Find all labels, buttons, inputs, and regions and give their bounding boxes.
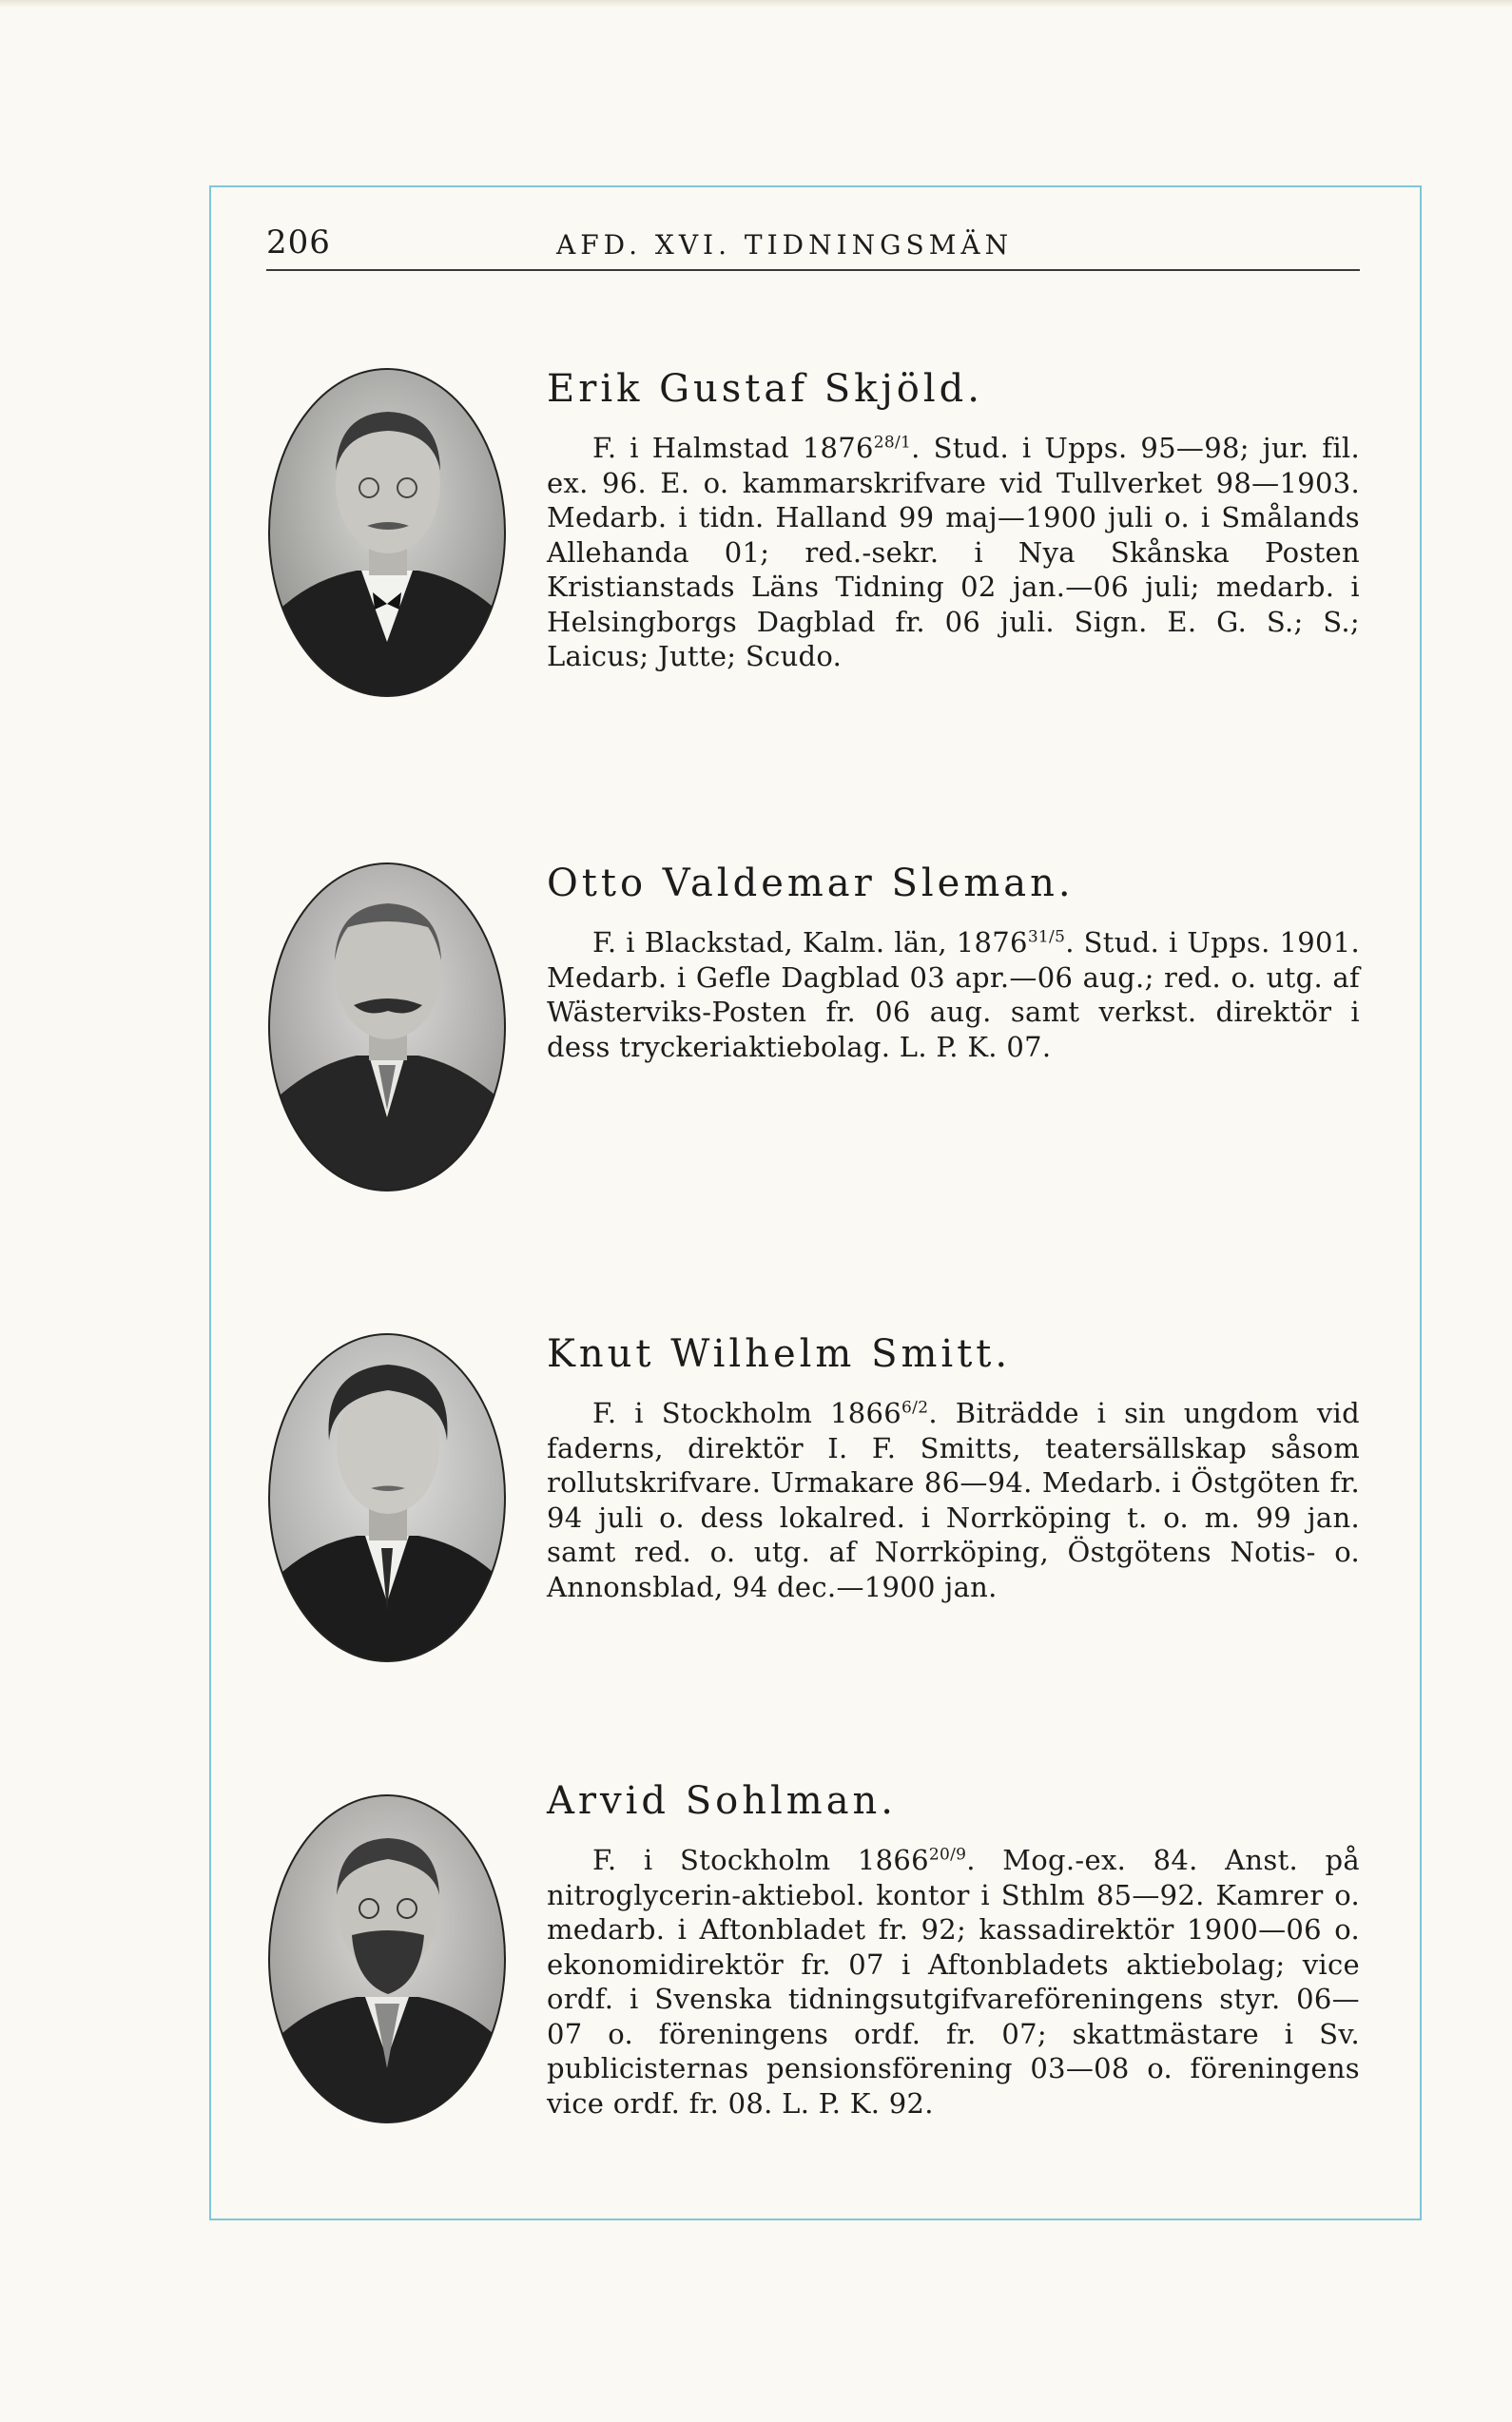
birth-date: 6/2 [901,1398,929,1418]
entry-name: Otto Valdemar Sleman. [547,862,1075,905]
birth-date: 31/5 [1027,927,1066,947]
entry-bio: F. i Stockholm $1866^{6/2}$. Biträdde i sin ungdom vid faderns, direktör I. F. Smitts, teatersällskap såsom rollutskrifvare. Urmakare 86—94. Medarb. i Östgöten fr. 94 juli o. dess lokalred. i Norrköping t. o. m. 99 jan. samt red. o. utg. af Norrköping, Östgötens Notis- o. Annonsblad, 94 dec.—1900 jan. [547,1397,1360,1603]
entry-name: Knut Wilhelm Smitt. [547,1332,1012,1376]
entry-bio: F. i Halmstad $1876^{28/1}$. Stud. i Upps. 95—98; jur. fil. ex. 96. E. o. kammarskrifvare vid Tullverket 98—1903. Medarb. i tidn. Halland 99 maj—1900 juli o. i Smålands Allehanda 01; red.-sekr. i Nya Skånska Posten Kristianstads Läns Tidning 02 jan.—06 juli; medarb. i Helsingborgs Dagblad fr. 06 juli. Sign. E. G. S.; S.; Laicus; Jutte; Scudo. [547,432,1360,672]
header-rule [266,269,1360,271]
portrait-photo [266,1331,509,1664]
page-header [266,223,1360,271]
running-head: AFD. XVI. TIDNINGSMÄN [556,229,1014,261]
entry-text [547,366,1360,674]
page-edge [0,0,1512,8]
entry-bio: F. i Stockholm $1866^{20/9}$. Mog.-ex. 84. Anst. på nitroglycerin-aktiebol. kontor i Sthlm 85—92. Kamrer o. medarb. i Aftonbladet fr. 92; kassadirektör 1900—06 o. ekonomidirektör fr. 07 i Aftonbladets aktiebolag; vice ordf. i Svenska tidningsutgifvareföreningens styr. 06—07 o. föreningens ordf. fr. 07; skattmästare i Sv. publicisternas pensionsförening 03—08 o. föreningens vice ordf. fr. 08. L. P. K. 92. [547,1844,1360,2120]
birth-date: 28/1 [873,433,912,453]
portrait-photo [266,1792,509,2125]
portrait-photo [266,861,509,1193]
birth-date: 20/9 [928,1845,967,1865]
entry-bio: F. i Blackstad, Kalm. län, $1876^{31/5}$. Stud. i Upps. 1901. Medarb. i Gefle Dagblad 03 apr.—06 aug.; red. o. utg. af Wästerviks-Posten fr. 06 aug. samt verkst. direktör i dess tryckeriaktiebolag. L. P. K. 07. [547,926,1360,1063]
portrait-photo [266,366,509,699]
page-number: 206 [266,223,331,262]
entry-text [547,861,1360,1064]
entry-text [547,1331,1360,1604]
entry-text [547,1778,1360,2121]
entry-name: Arvid Sohlman. [547,1779,898,1823]
entry-name: Erik Gustaf Skjöld. [547,367,983,411]
